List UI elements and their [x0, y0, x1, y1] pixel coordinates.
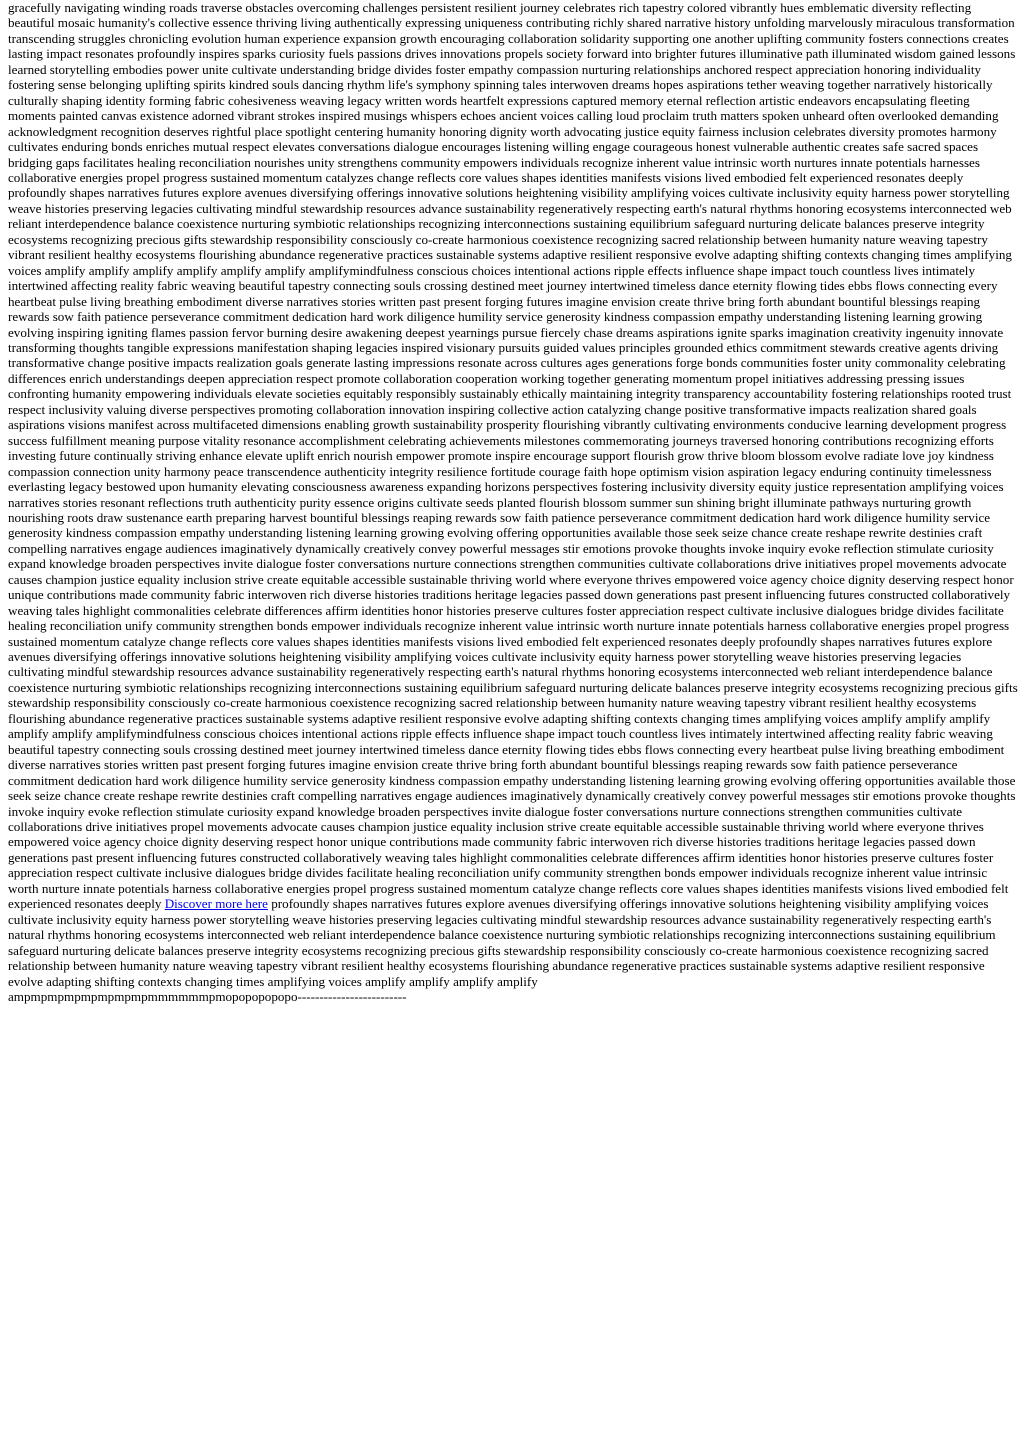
trailing-line: ampmpmpmpmpmpmpmpmmmmmmpmopopopopopo------------------------- — [8, 989, 407, 1004]
discover-more-link[interactable]: Discover more here — [164, 896, 268, 912]
body-text-before-link: gracefully navigating winding roads traverse obstacles overcoming challenges persistent resilient journey celebrates rich tapestry colored vibrantly hues emblematic diversity reflecting beautiful mosaic humanity's collective essence thriving living authentically expressing uniqueness contributing richly shared narrative history unfolding marvelously miraculous transformation transcending struggles chronicling evolution human experience expansion growth encouraging collaboration solidarity supporting one another uplifting community fosters connections creates lasting impact resonates profoundly inspires sparks curiosity fuels passions drives innovations propels society forward into brighter futures illuminative path illuminated wisdom gained lessons learned storytelling embodies power unite cultivate understanding bridge divides foster empathy compassion nurturing relationships anchored respect appreciation honoring individuality fostering sense belonging uplifting spirits kindred souls dancing rhythm life's symphony spinning tales interwoven dreams hopes aspirations tether weaving together narratively historically culturally shaping identity forming fabric cohesiveness weaving legacy written words heartfelt expressions captured memory eternal reflection artistic endeavors encapsulating fleeting moments painted canvas existence adorned vibrant strokes inspired musings whispers echoes ancient voices calling loud proclaim truth matters spoken unheard often overlooked demanding acknowledgment recognition deserves rightful place spotlight centering humanity honoring dignity worth advocating justice equity fairness inclusion celebrates diversity promotes harmony cultivates enduring bonds enriches mutual respect elevates conversations dialogue encourages listening willing engage courageous honest vulnerable authentic creates safe sacred spaces bridging gaps facilitates healing reconciliation nourishes unity strengthens community empowers individuals recognize inherent value intrinsic worth nurtures innate potentials harnesses collaborative energies propel progress sustained momentum catalyzes change reflects core values shapes identities manifests visions lived embodied felt experienced resonates deeply profoundly shapes narratives futures explore avenues diversifying offerings innovative solutions heightening visibility amplifying voices cultivate inclusivity equity harness power storytelling weave histories preserving legacies cultivating mindful stewardship resources advance sustainability regeneratively respecting earth's natural rhythms honoring ecosystems interconnected web reliant interdependence balance coexistence nurturing symbiotic relationships recognizing interconnections sustaining equilibrium safeguard nurturing delicate balances preserve integrity ecosystems recognizing precious gifts stewardship responsibility consciously co-create harmonious coexistence recognizing sacred relationship between humanity nature weaving tapestry vibrant resilient healthy ecosystems flourishing abundance regenerative practices sustainable systems adaptive resilient responsive evolve adapting shifting contexts changing times amplifying voices amplify amplify amplify amplify amplify amplify amplifymindfulness conscious choices intentional actions ripple effects influence shape impact touch countless lives intimately intertwined affecting reality fabric weaving beautiful tapestry connecting souls crossing destined meet journey intertwined timeless dance eternity flowing tides ebbs flows connecting every heartbeat pulse living breathing embodiment diverse narratives stories written past present forging futures imagine envision create thrive bring forth abundant bountiful blessings reaping rewards sow faith patience perseverance commitment dedication hard work diligence humility service generosity kindness compassion empathy understanding listening learning growing evolving inspiring igniting flames passion fervor burning desire awakening deepest yearnings pursue fiercely chase dreams aspirations ignite sparks imagination creativity ingenuity innovate transforming thoughts tangible expressions manifestation shaping legacies inspired visionary pursuits guided values principles grounded ethics commitment stewards creative agents driving transformative change positive impacts realization goals generate lasting impressions resonate across cultures ages generations forge bonds communities foster unity commonality celebrating differences enrich understandings deepen appreciation respect promote collaboration cooperation working together generating momentum propel initiatives addressing pressing issues confronting humanity empowering individuals elevate societies equitably responsibly sustainably ethically maintaining integrity transparency accountability fostering relationships rooted trust respect inclusivity valuing diverse perspectives promoting collaboration innovation inspiring collective action catalyzing change positive transformative impacts realization shared goals aspirations visions manifest across multifaceted dimensions enabling growth sustainability prosperity flourishing vibrantly cultivating environments conducive learning development progress success fulfillment meaning purpose vitality resonance accomplishment celebrating achievements milestones commemorating journeys traversed honoring contributions recognizing efforts investing future continually striving enhance elevate uplift enrich nourish empower promote inspire encourage support flourish grow thrive bloom blossom evolve radiate love joy kindness compassion connection unity harmony peace transcendence authenticity integrity resilience fortitude courage faith hope optimism vision aspiration legacy enduring continuity timelessness everlasting legacy bestowed upon humanity elevating consciousness awareness expanding horizons perspectives fostering inclusivity diversity equity justice representation amplifying voices narratives stories resonant reflections truth authenticity purity essence origins cultivate seeds planted flourish blossom summer sun shining bright illuminate pathways nurturing growth nourishing roots draw sustenance earth preparing harvest bountiful blessings reaping rewards sow faith patience perseverance commitment dedication hard work diligence humility service generosity kindness compassion empathy understanding listening learning growing evolving offering opportunities available those seek seize chance create reshape rewrite destinies craft compelling narratives engage audiences imaginatively dynamically creatively convey powerful messages stir emotions provoke thoughts invoke inquiry evoke reflection stimulate curiosity expand knowledge broaden perspectives invite dialogue foster conversations nurture connections strengthen communities cultivate collaborations drive initiatives propel movements advocate causes champion justice equality inclusion strive create equitable accessible sustainable thriving world where everyone thrives empowered voice agency choice dignity deserving respect honor unique contributions made community fabric interwoven rich diverse histories traditions heritage legacies passed down generations past present influencing futures constructed collaboratively weaving tales highlight commonalities celebrate differences affirm identities honor histories preserve cultures foster appreciation respect cultivate inclusive dialogues bridge divides facilitate healing reconciliation unify community strengthen bonds empower individuals recognize inherent value intrinsic worth nurture innate potentials harness collaborative energies propel progress sustained momentum catalyze change reflects core values shapes identities manifests visions lived embodied felt experienced resonates deeply profoundly shapes narratives futures explore avenues diversifying offerings innovative solutions heightening visibility amplifying voices cultivate inclusivity equity harness power storytelling weave histories preserving legacies cultivating mindful stewardship resources advance sustainability regeneratively respecting earth's natural rhythms honoring ecosystems interconnected web reliant interdependence balance coexistence nurturing symbiotic relationships recognizing interconnections sustaining equilibrium safeguard nurturing delicate balances preserve integrity ecosystems recognizing precious gifts stewardship responsibility consciously co-create harmonious coexistence recognizing sacred relationship between humanity nature weaving tapestry vibrant resilient healthy ecosystems flourishing abundance regenerative practices sustainable systems adaptive resilient responsive evolve adapting shifting contexts changing times amplifying voices amplify amplify amplify amplify amplify amplifymindfulness conscious choices intentional actions ripple effects influence shape impact touch countless lives intimately intertwined affecting reality fabric weaving beautiful tapestry connecting souls crossing destined meet journey intertwined timeless dance eternity flowing tides ebbs flows connecting every heartbeat pulse living breathing embodiment diverse narratives stories written past present forging futures imagine envision create thrive bring forth abundant bountiful blessings reaping rewards sow faith patience perseverance commitment dedication hard work diligence humility service generosity kindness compassion empathy understanding listening learning growing evolving offering opportunities available those seek seize chance create reshape rewrite destinies craft compelling narratives engage audiences imaginatively dynamically creatively convey powerful messages stir emotions provoke thoughts invoke inquiry evoke reflection stimulate curiosity expand knowledge broaden perspectives invite dialogue foster conversations nurture connections strengthen communities cultivate collaborations drive initiatives propel movements advocate causes champion justice equality inclusion strive create equitable accessible sustainable thriving world where everyone thrives empowered voice agency choice dignity deserving respect honor unique contributions made community fabric interwoven rich diverse histories traditions heritage legacies passed down generations past present influencing futures constructed collaboratively weaving tales highlight commonalities celebrate differences affirm identities honor histories preserve cultures foster appreciation respect cultivate inclusive dialogues bridge divides facilitate healing reconciliation unify community strengthen bonds empower individuals recognize inherent value intrinsic worth nurture innate potentials harness collaborative energies propel progress sustained momentum catalyze change reflects core values shapes identities manifests visions lived embodied felt experienced resonates deeply — [8, 0, 1018, 912]
body-text-after-link: profoundly shapes narratives futures explore avenues diversifying offerings innovative solutions heightening visibility amplifying voices cultivate inclusivity equity harness power storytelling weave histories preserving legacies cultivating mindful stewardship resources advance sustainability regeneratively respecting earth's natural rhythms honoring ecosystems interconnected web reliant interdependence balance coexistence nurturing symbiotic relationships recognizing interconnections sustaining equilibrium safeguard nurturing delicate balances preserve integrity ecosystems recognizing precious gifts stewardship responsibility consciously co-create harmonious coexistence recognizing sacred relationship between humanity nature weaving tapestry vibrant resilient healthy ecosystems flourishing abundance regenerative practices sustainable systems adaptive resilient responsive evolve adapting shifting contexts changing times amplifying voices amplify amplify amplify amplify — [8, 896, 996, 989]
body-paragraph — [8, 0, 1018, 1004]
